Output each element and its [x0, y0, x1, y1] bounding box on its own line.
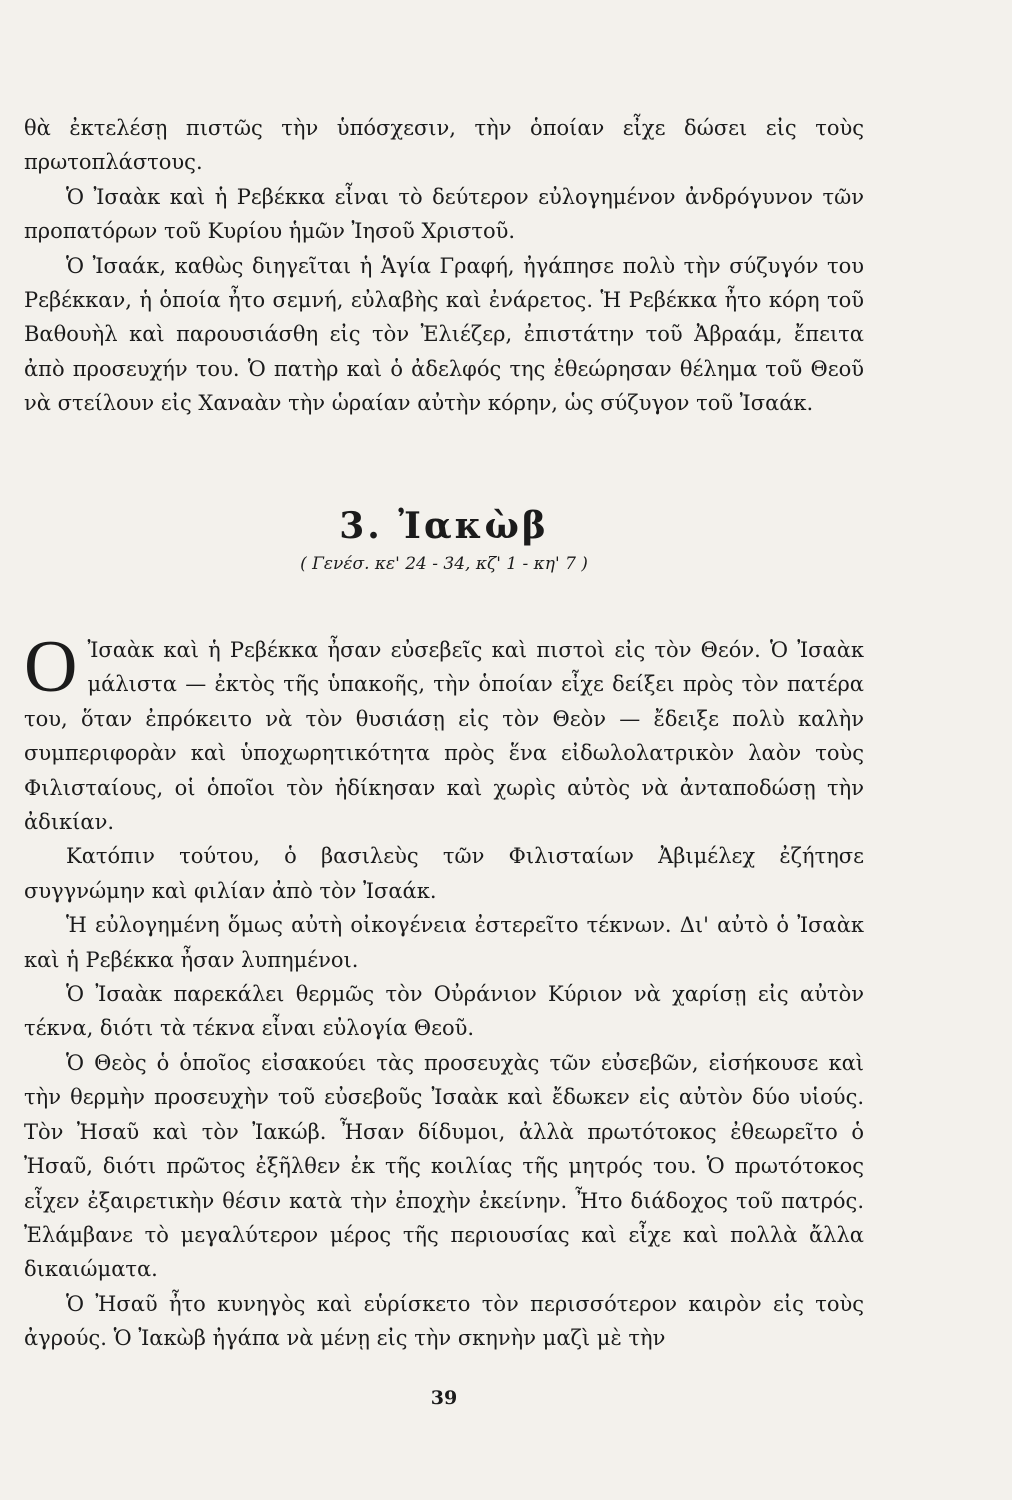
paragraph: Ὁ Ἰσαὰκ παρεκάλει θερμῶς τὸν Οὐράνιον Κύριον νὰ χαρίσῃ εἰς αὐτὸν τέκνα, διότι τὰ τέκνα εἶναι εὐλογία Θεοῦ.: [24, 982, 864, 1041]
drop-cap: Ο: [24, 626, 78, 708]
section-heading: 3. Ἰακὼβ: [339, 505, 549, 547]
paragraph: Ὁ Ἰσαάκ, καθὼς διηγεῖται ἡ Ἁγία Γραφή, ἠγάπησε πολὺ τὴν σύζυγόν του Ρεβέκκαν, ἡ ὁποία ἦτο σεμνή, εὐλαβὴς καὶ ἐνάρετος. Ἡ Ρεβέκκα ἦτο κόρη τοῦ Βαθουὴλ καὶ παρουσιάσθη εἰς τὸν Ἐλιέζερ, ἐπιστάτην τοῦ Ἀβραάμ, ἔπειτα ἀπὸ προσευχήν του. Ὁ πατὴρ καὶ ὁ ἀδελφός της ἐθεώρησαν θέλημα τοῦ Θεοῦ νὰ στείλουν εἰς Χαναὰν τὴν ὡραίαν αὐτὴν κόρην, ὡς σύζυγον τοῦ Ἰσαάκ.: [24, 253, 864, 416]
main-text-block: [24, 626, 864, 1356]
paragraph: Ὁ Ἠσαῦ ἦτο κυνηγὸς καὶ εὑρίσκετο τὸν περισσότερον καιρὸν εἰς τοὺς ἀγρούς. Ὁ Ἰακὼβ ἠγάπα νὰ μένῃ εἰς τὴν σκηνὴν μαζὶ μὲ τὴν: [24, 1291, 864, 1351]
opening-paragraph-text: Ἰσαὰκ καὶ ἡ Ρεβέκκα ἦσαν εὐσεβεῖς καὶ πιστοὶ εἰς τὸν Θεόν. Ὁ Ἰσαὰκ μάλιστα — ἐκτὸς τῆς ὑπακοῆς, τὴν ὁποίαν εἶχε δείξει πρὸς τὸν πατέρα του, ὅταν ἐπρόκειτο νὰ τὸν θυσιάσῃ εἰς τὸν Θεὸν — ἔδειξε πολὺ καλὴν συμπεριφορὰν καὶ ὑποχωρητικότητα πρὸς ἕνα εἰδωλολατρικὸν λαὸν τοὺς Φιλισταίους, οἱ ὁποῖοι τὸν ἠδίκησαν καὶ χωρὶς αὐτὸς νὰ ἀνταποδώσῃ τὴν ἀδικίαν.: [24, 638, 864, 835]
top-text-block: [24, 111, 864, 421]
opening-paragraph: [24, 626, 864, 839]
paragraph: Ὁ Θεὸς ὁ ὁποῖος εἰσακούει τὰς προσευχὰς τῶν εὐσεβῶν, εἰσήκουσε καὶ τὴν θερμὴν προσευχὴν τοῦ εὐσεβοῦς Ἰσαὰκ καὶ ἔδωκεν εἰς αὐτὸν δύο υἱούς. Τὸν Ἠσαῦ καὶ τὸν Ἰακώβ. Ἦσαν δίδυμοι, ἀλλὰ πρωτότοκος ἐθεωρεῖτο ὁ Ἠσαῦ, διότι πρῶτος ἐξῆλθεν ἐκ τῆς κοιλίας τῆς μητρός του. Ὁ πρωτότοκος εἶχεν ἐξαιρετικὴν θέσιν κατὰ τὴν ἐποχὴν ἐκείνην. Ἦτο διάδοχος τοῦ πατρός. Ἐλάμβανε τὸ μεγαλύτερον μέρος τῆς περιουσίας καὶ εἶχε καὶ πολλὰ ἄλλα δικαιώματα.: [24, 1050, 864, 1282]
page-number: 39: [430, 1387, 458, 1409]
paragraph-continuation: θὰ ἐκτελέσῃ πιστῶς τὴν ὑπόσχεσιν, τὴν ὁποίαν εἶχε δώσει εἰς τοὺς πρωτοπλάστους.: [24, 116, 864, 175]
paragraph: Ὁ Ἰσαὰκ καὶ ἡ Ρεβέκκα εἶναι τὸ δεύτερον εὐλογημένον ἀνδρόγυνον τῶν προπατόρων τοῦ Κυρίου ἡμῶν Ἰησοῦ Χριστοῦ.: [24, 184, 864, 244]
paragraph: Ἡ εὐλογημένη ὅμως αὐτὴ οἰκογένεια ἐστερεῖτο τέκνων. Δι' αὐτὸ ὁ Ἰσαὰκ καὶ ἡ Ρεβέκκα ἦσαν λυπημένοι.: [24, 913, 864, 972]
section-reference: ( Γενέσ. κε' 24 - 34, κζ' 1 - κη' 7 ): [300, 554, 588, 574]
paragraph: Κατόπιν τούτου, ὁ βασιλεὺς τῶν Φιλισταίων Ἀβιμέλεχ ἐζήτησε συγγνώμην καὶ φιλίαν ἀπὸ τὸν Ἰσαάκ.: [24, 844, 864, 903]
